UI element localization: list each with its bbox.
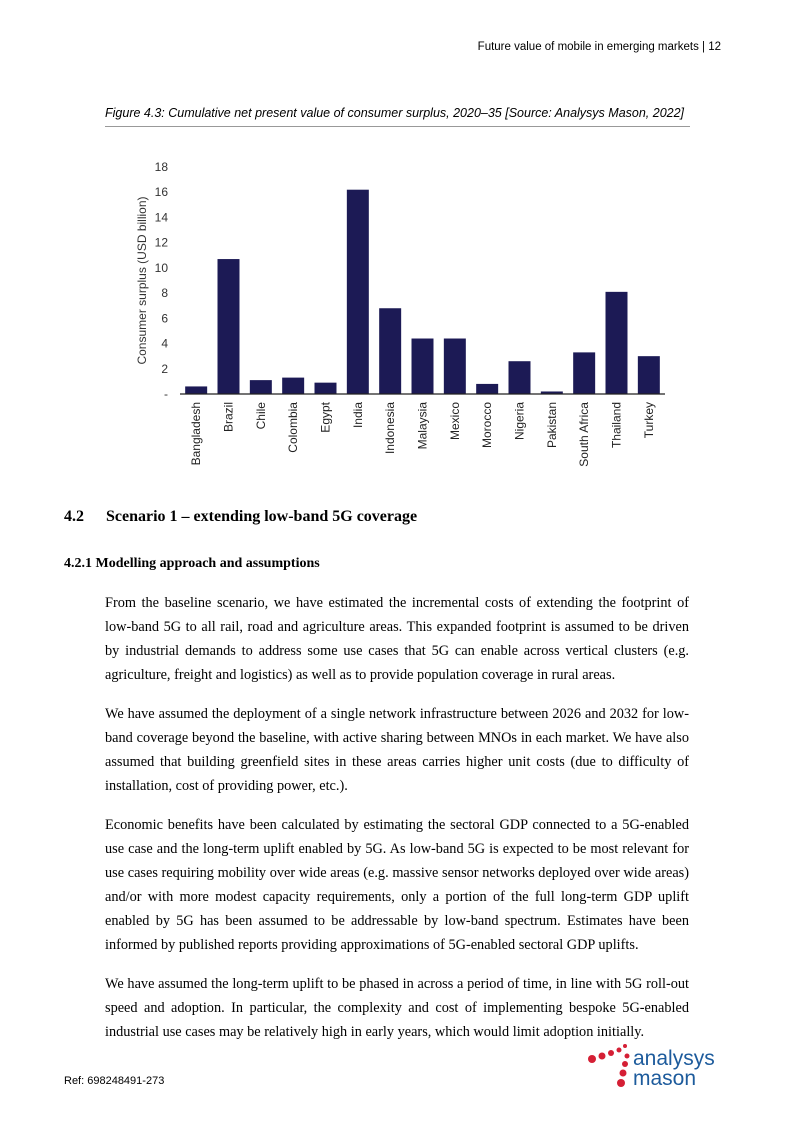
body-text (105, 591, 689, 1059)
x-tick-label: Pakistan (544, 402, 559, 449)
bar-turkey (638, 356, 660, 394)
x-tick-label: Nigeria (512, 402, 527, 441)
bar-thailand (606, 292, 628, 394)
bar-bangladesh (185, 386, 207, 394)
analysys-mason-logo (585, 1036, 735, 1091)
x-tick-label: Bangladesh (189, 402, 204, 466)
y-axis-label: Consumer surplus (USD billion) (135, 196, 149, 365)
bar-brazil (218, 259, 240, 394)
bar-colombia (282, 378, 304, 394)
y-tick-label: 12 (154, 235, 168, 250)
reference-number: Ref: 698248491-273 (64, 1075, 165, 1087)
x-tick-label: Malaysia (415, 402, 430, 450)
paragraph: From the baseline scenario, we have estimated the incremental costs of extending the footprint of low-band 5G to all rail, road and agriculture areas. This expanded footprint is assumed to be driven by industrial demands to address some use cases that 5G can enable across vertical clusters (e.g. agriculture, freight and logistics) as well as to provide population coverage in rural areas. (105, 595, 689, 683)
page-header: Future value of mobile in emerging markets | 12 (477, 41, 721, 53)
x-tick-label: Indonesia (383, 402, 398, 455)
y-tick-label: 18 (154, 160, 168, 174)
paragraph: We have assumed the deployment of a single network infrastructure between 2026 and 2032 for low-band coverage beyond the baseline, with active sharing between MNOs in each market. We have also assumed that building greenfield sites in these areas carries higher unit costs (due to difficulty of installation, cost of providing power, etc.). (105, 706, 689, 794)
figure-caption: Figure 4.3: Cumulative net present value of consumer surplus, 2020–35 [Source: Analysys Mason, 2022] (105, 103, 690, 127)
svg-text:analysys: analysys (633, 1047, 715, 1070)
bar-malaysia (412, 339, 434, 394)
y-tick-label: 2 (161, 361, 168, 376)
x-tick-label: India (350, 402, 365, 429)
bar-egypt (315, 383, 337, 394)
x-tick-label: Morocco (480, 402, 495, 449)
bar-south-africa (573, 352, 595, 394)
bar-nigeria (509, 361, 531, 394)
x-tick-label: Egypt (318, 402, 333, 433)
bar-mexico (444, 339, 466, 394)
paragraph: We have assumed the long-term uplift to be phased in across a period of time, in line with 5G roll-out speed and adoption. In particular, the complexity and cost of implementing bespoke 5G-enabled industrial use cases may be relatively high in early years, which would limit adoption initially. (105, 976, 689, 1040)
y-tick-label: 6 (161, 311, 168, 326)
y-tick-label: 16 (154, 185, 168, 200)
section-heading (64, 508, 417, 526)
x-tick-label: Turkey (641, 402, 656, 439)
y-tick-label: 4 (161, 336, 168, 351)
subsection-heading: 4.2.1 Modelling approach and assumptions (64, 556, 320, 571)
bar-indonesia (379, 308, 401, 394)
y-tick-label: - (164, 387, 168, 401)
section-number: 4.2 (64, 508, 84, 525)
y-tick-label: 8 (161, 286, 168, 301)
x-tick-label: Colombia (286, 402, 301, 453)
svg-text:mason: mason (633, 1067, 697, 1090)
bar-india (347, 190, 369, 394)
paragraph: Economic benefits have been calculated by estimating the sectoral GDP connected to a 5G-enabled use case and the long-term uplift enabled by 5G. As low-band 5G is expected to be most relevant for use cases requiring mobility over wide areas (e.g. massive sensor networks deployed over wide areas) and/or with more modest capacity requirements, only a portion of the full long-term GDP uplift enabled by 5G has been assumed to be addressable by low-band spectrum. Estimates have been informed by published reports providing approximations of 5G-enabled sectoral GDP uplifts. (105, 817, 689, 953)
x-tick-label: South Africa (577, 402, 592, 467)
bar-chile (250, 380, 272, 394)
y-tick-label: 14 (154, 210, 168, 225)
x-tick-label: Thailand (609, 402, 624, 449)
x-tick-label: Chile (253, 402, 268, 430)
bar-chart (0, 150, 793, 490)
y-tick-label: 10 (154, 260, 168, 275)
x-tick-label: Mexico (447, 402, 462, 441)
section-title: Scenario 1 – extending low-band 5G coverage (106, 508, 418, 525)
x-tick-label: Brazil (221, 402, 236, 433)
bar-morocco (476, 384, 498, 394)
